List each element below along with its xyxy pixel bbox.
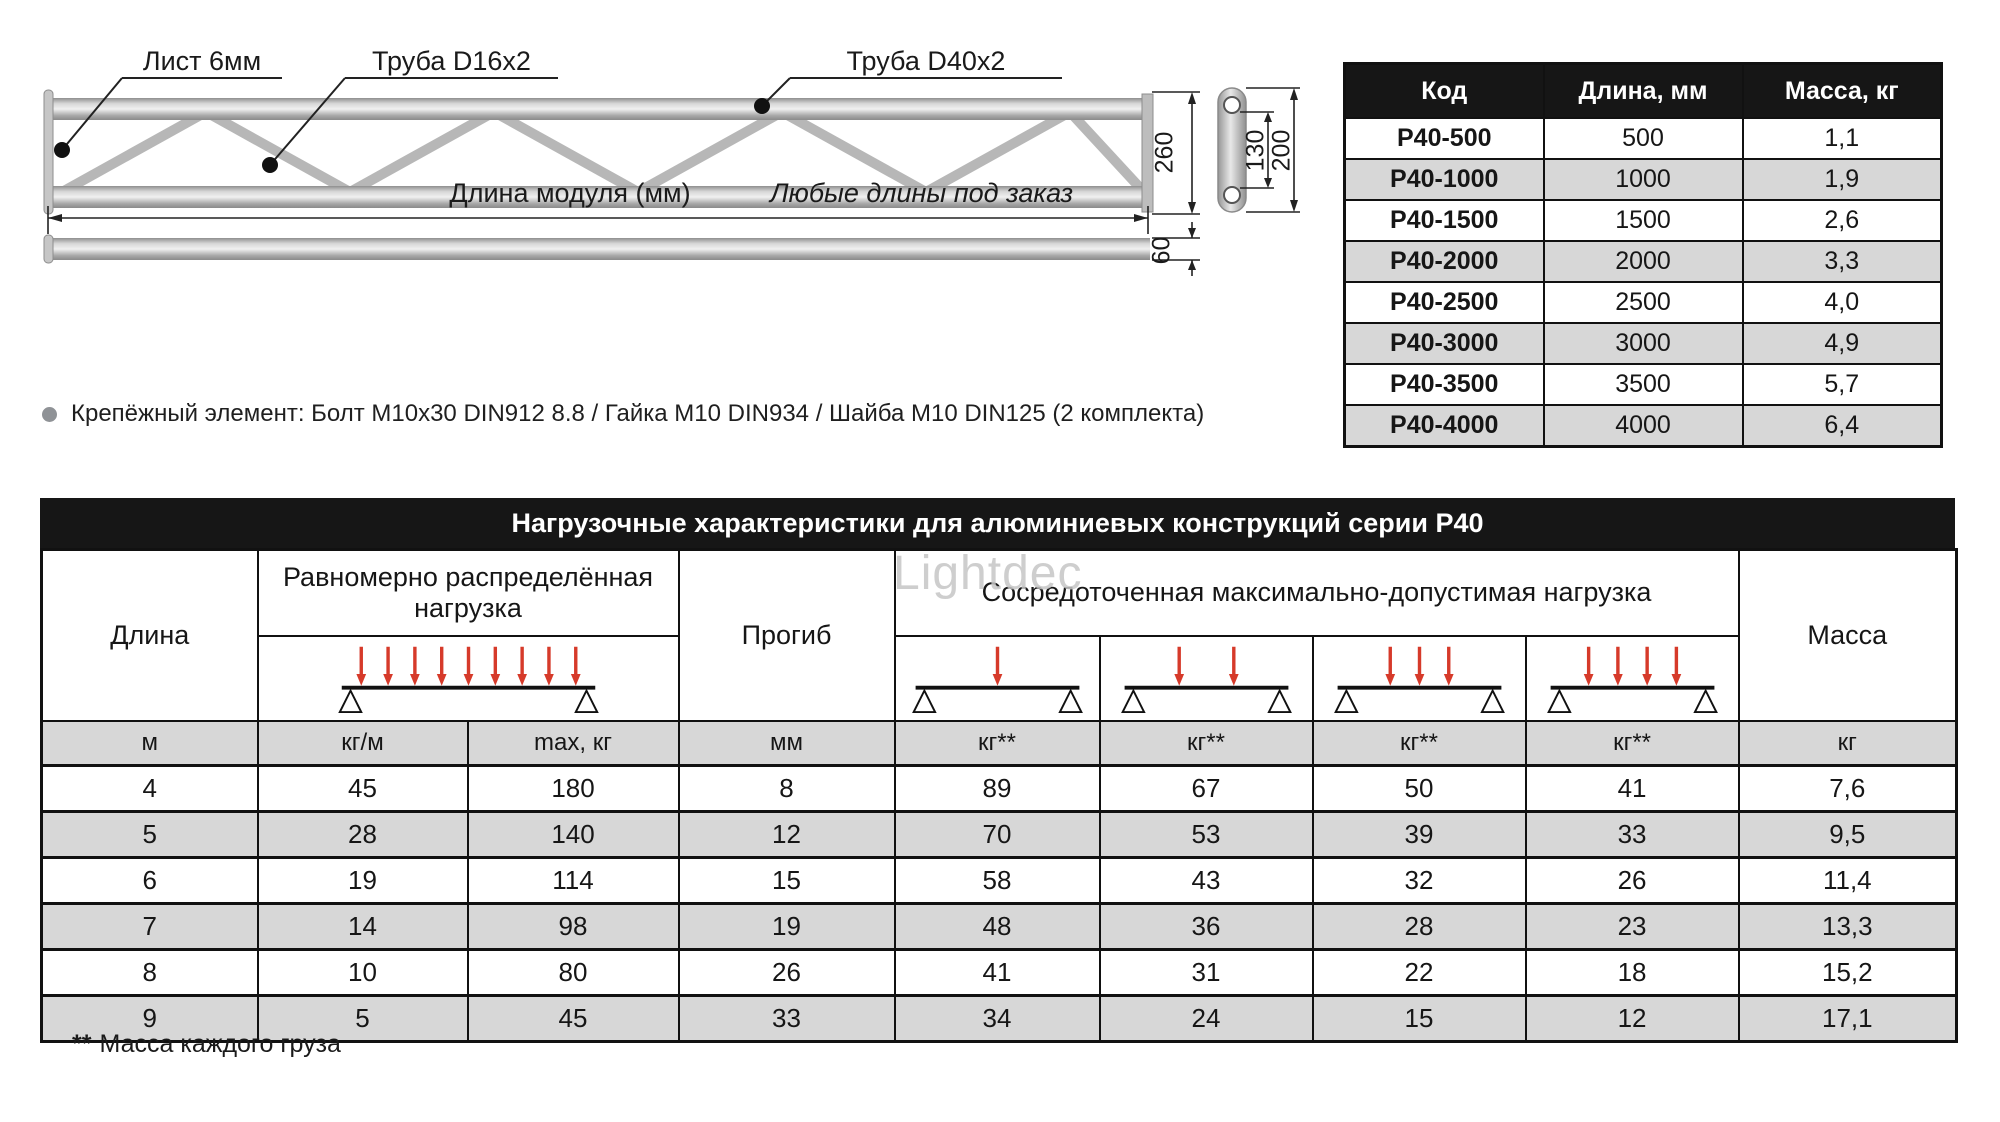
- footnote-marker: **: [72, 1030, 92, 1058]
- cell-deflection-mm: 15: [679, 858, 895, 904]
- cell-mass: 3,3: [1743, 241, 1942, 282]
- cell-length-m: 8: [42, 950, 258, 996]
- cell-load-3: 28: [1313, 904, 1526, 950]
- cell-uniform-kg-m: 19: [258, 858, 468, 904]
- table-row: [42, 904, 1957, 950]
- load-header-diagrams-row: [42, 636, 1957, 721]
- label-sheet: Лист 6мм: [142, 46, 262, 76]
- footnote: [72, 1030, 341, 1059]
- size-table-header-row: [1345, 64, 1942, 119]
- unit-m: м: [42, 721, 258, 766]
- leader-dot-tube-small: [262, 157, 278, 173]
- cell-mass: 1,1: [1743, 118, 1942, 159]
- col-mass: Масса: [1739, 550, 1957, 722]
- cell-load-1: 89: [895, 766, 1100, 812]
- dim-200: 200: [1267, 129, 1296, 172]
- cell-load-2: 67: [1100, 766, 1313, 812]
- cell-code: P40-4000: [1345, 405, 1544, 447]
- cell-load-1: 34: [895, 996, 1100, 1042]
- cell-mass: 5,7: [1743, 364, 1942, 405]
- table-row: [1345, 364, 1942, 405]
- cell-load-1: 58: [895, 858, 1100, 904]
- cell-length: 2500: [1544, 282, 1743, 323]
- cell-length: 3500: [1544, 364, 1743, 405]
- dim-60: 60: [1147, 236, 1176, 265]
- cell-length-m: 9: [42, 996, 258, 1042]
- cell-load-3: 50: [1313, 766, 1526, 812]
- cell-load-4: 33: [1526, 812, 1739, 858]
- leader-dot-tube-large: [754, 98, 770, 114]
- cell-length: 3000: [1544, 323, 1743, 364]
- table-row: [1345, 282, 1942, 323]
- cell-uniform-max-kg: 45: [468, 996, 679, 1042]
- unit-kg-3: кг**: [1313, 721, 1526, 766]
- cell-mass: 2,6: [1743, 200, 1942, 241]
- table-row: [1345, 241, 1942, 282]
- cell-load-3: 15: [1313, 996, 1526, 1042]
- unit-kg-4: кг**: [1526, 721, 1739, 766]
- unit-max-kg: max, кг: [468, 721, 679, 766]
- cell-mass: 4,9: [1743, 323, 1942, 364]
- cell-load-3: 22: [1313, 950, 1526, 996]
- cell-length-m: 7: [42, 904, 258, 950]
- cell-code: P40-1000: [1345, 159, 1544, 200]
- load-table-title: Нагрузочные характеристики для алюминиевых конструкций серии Р40: [40, 498, 1955, 548]
- dim-130: 130: [1241, 129, 1270, 172]
- cell-uniform-max-kg: 80: [468, 950, 679, 996]
- cell-load-1: 70: [895, 812, 1100, 858]
- cell-load-2: 43: [1100, 858, 1313, 904]
- watermark: Lightdec: [893, 547, 1083, 600]
- size-col-code: Код: [1345, 64, 1544, 119]
- cell-uniform-kg-m: 45: [258, 766, 468, 812]
- cell-load-2: 31: [1100, 950, 1313, 996]
- cell-length: 1500: [1544, 200, 1743, 241]
- cell-load-4: 12: [1526, 996, 1739, 1042]
- cell-mass-kg: 11,4: [1739, 858, 1957, 904]
- cell-mass-kg: 9,5: [1739, 812, 1957, 858]
- dim-260: 260: [1150, 131, 1179, 174]
- cell-load-2: 24: [1100, 996, 1313, 1042]
- custom-length-label: Любые длины под заказ: [770, 178, 1074, 208]
- cell-uniform-max-kg: 98: [468, 904, 679, 950]
- label-tube-large: Труба D40x2: [846, 46, 1006, 76]
- cell-load-2: 53: [1100, 812, 1313, 858]
- cell-load-3: 39: [1313, 812, 1526, 858]
- cell-load-4: 18: [1526, 950, 1739, 996]
- cell-length: 1000: [1544, 159, 1743, 200]
- concentrated-load-diagram-3: [1313, 636, 1526, 721]
- cell-load-1: 41: [895, 950, 1100, 996]
- unit-mm: мм: [679, 721, 895, 766]
- cell-uniform-kg-m: 28: [258, 812, 468, 858]
- cell-deflection-mm: 19: [679, 904, 895, 950]
- cell-length: 500: [1544, 118, 1743, 159]
- cell-uniform-kg-m: 10: [258, 950, 468, 996]
- cell-length: 4000: [1544, 405, 1743, 447]
- size-col-mass: Масса, кг: [1743, 64, 1942, 119]
- cell-load-2: 36: [1100, 904, 1313, 950]
- cell-length-m: 6: [42, 858, 258, 904]
- leader-dot-sheet: [54, 142, 70, 158]
- single-tube: [50, 238, 1150, 260]
- fastener-note: [42, 400, 1204, 428]
- cell-deflection-mm: 33: [679, 996, 895, 1042]
- cell-uniform-max-kg: 180: [468, 766, 679, 812]
- col-uniform-load: Равномерно распределённая нагрузка: [258, 550, 679, 637]
- cell-load-1: 48: [895, 904, 1100, 950]
- table-row: [1345, 200, 1942, 241]
- col-length: Длина: [42, 550, 258, 722]
- end-view-hole-bottom: [1224, 187, 1240, 203]
- cell-deflection-mm: 26: [679, 950, 895, 996]
- unit-kg-m: кг/м: [258, 721, 468, 766]
- cell-load-4: 23: [1526, 904, 1739, 950]
- cell-length-m: 5: [42, 812, 258, 858]
- table-row: [42, 812, 1957, 858]
- bullet-icon: [42, 407, 57, 422]
- uniform-load-diagram: [258, 636, 679, 721]
- cell-mass-kg: 17,1: [1739, 996, 1957, 1042]
- unit-kg-1: кг**: [895, 721, 1100, 766]
- cell-code: P40-2500: [1345, 282, 1544, 323]
- cell-uniform-max-kg: 140: [468, 812, 679, 858]
- cell-deflection-mm: 8: [679, 766, 895, 812]
- concentrated-load-diagram-4: [1526, 636, 1739, 721]
- truss-left-cap: [44, 90, 53, 214]
- load-header-labels-row: [42, 550, 1957, 637]
- size-table: [1343, 62, 1943, 448]
- cell-code: P40-1500: [1345, 200, 1544, 241]
- cell-length-m: 4: [42, 766, 258, 812]
- label-tube-small: Труба D16x2: [372, 46, 531, 76]
- cell-mass-kg: 15,2: [1739, 950, 1957, 996]
- size-col-length: Длина, мм: [1544, 64, 1743, 119]
- cell-uniform-kg-m: 5: [258, 996, 468, 1042]
- cell-mass-kg: 7,6: [1739, 766, 1957, 812]
- table-row: [42, 950, 1957, 996]
- cell-length: 2000: [1544, 241, 1743, 282]
- cell-code: P40-3000: [1345, 323, 1544, 364]
- footnote-text: Масса каждого груза: [99, 1030, 341, 1058]
- fastener-note-text: Крепёжный элемент: Болт M10x30 DIN912 8.8 / Гайка M10 DIN934 / Шайба M10 DIN125 (2 комплекта): [71, 400, 1205, 427]
- truss-top-chord: [50, 98, 1150, 120]
- cell-mass: 6,4: [1743, 405, 1942, 447]
- col-concentrated-load: Сосредоточенная максимально-допустимая нагрузка: [895, 550, 1739, 637]
- single-tube-cap: [44, 235, 53, 263]
- cell-load-4: 26: [1526, 858, 1739, 904]
- cell-code: P40-500: [1345, 118, 1544, 159]
- table-row: [1345, 118, 1942, 159]
- load-table: [40, 548, 1958, 1043]
- cell-uniform-max-kg: 114: [468, 858, 679, 904]
- cell-mass: 4,0: [1743, 282, 1942, 323]
- table-row: [1345, 323, 1942, 364]
- cell-code: P40-3500: [1345, 364, 1544, 405]
- cell-deflection-mm: 12: [679, 812, 895, 858]
- module-length-label: Длина модуля (мм): [449, 178, 691, 208]
- unit-kg: кг: [1739, 721, 1957, 766]
- cell-code: P40-2000: [1345, 241, 1544, 282]
- table-row: [42, 858, 1957, 904]
- cell-load-4: 41: [1526, 766, 1739, 812]
- table-row: [1345, 405, 1942, 447]
- concentrated-load-diagram-2: [1100, 636, 1313, 721]
- cell-mass: 1,9: [1743, 159, 1942, 200]
- load-units-row: [42, 721, 1957, 766]
- col-deflection: Прогиб: [679, 550, 895, 722]
- table-row: [42, 766, 1957, 812]
- table-row: [1345, 159, 1942, 200]
- cell-load-3: 32: [1313, 858, 1526, 904]
- concentrated-load-diagram-1: [895, 636, 1100, 721]
- unit-kg-2: кг**: [1100, 721, 1313, 766]
- end-view-hole-top: [1224, 97, 1240, 113]
- cell-mass-kg: 13,3: [1739, 904, 1957, 950]
- cell-uniform-kg-m: 14: [258, 904, 468, 950]
